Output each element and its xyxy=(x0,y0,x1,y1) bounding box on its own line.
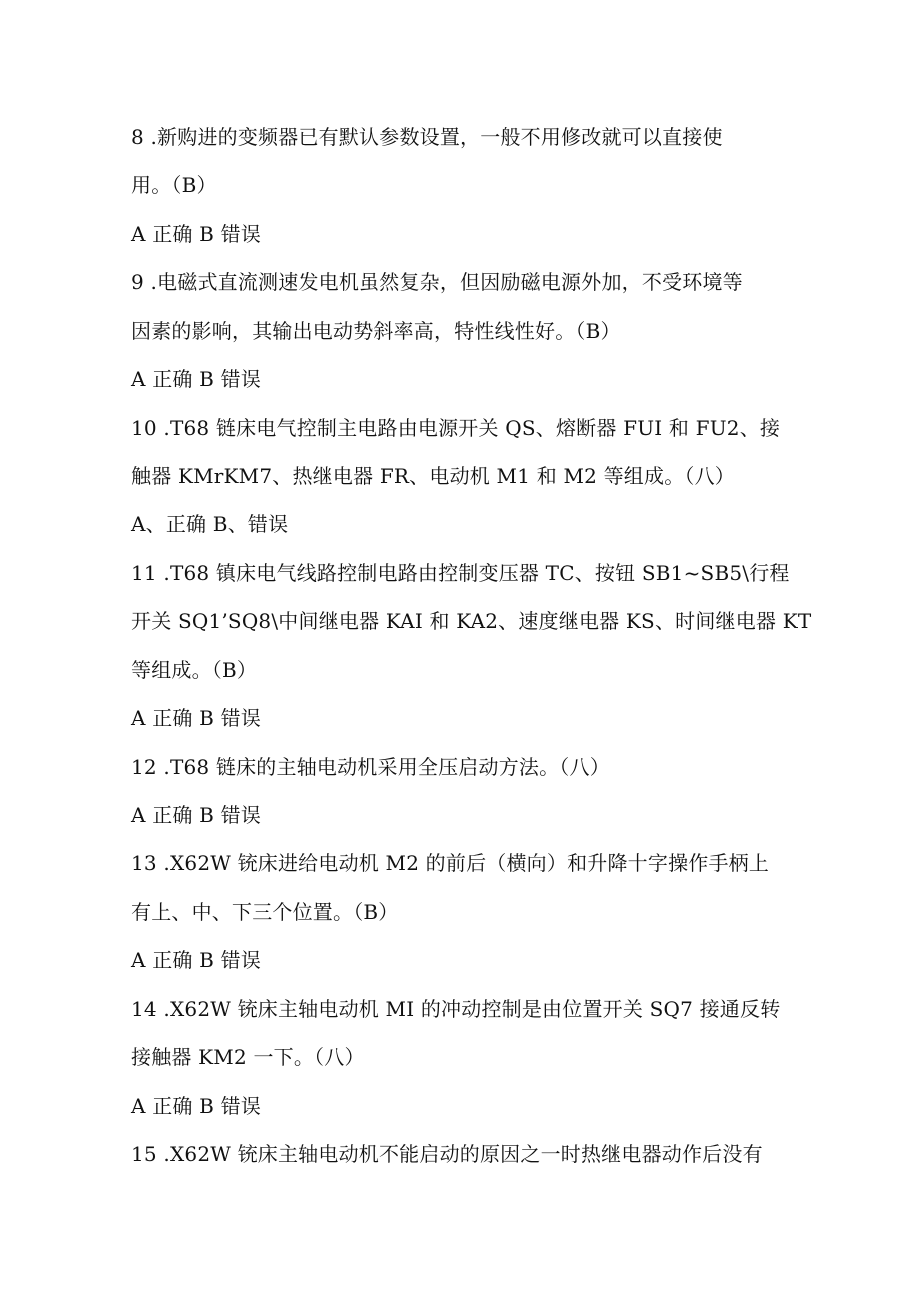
question-11-line-1: 11 .T68 镇床电气线路控制电路由控制变压器 TC、按钮 SB1~SB5\行程 xyxy=(131,561,790,585)
question-13-line-2: 有上、中、下三个位置。（B） xyxy=(131,900,399,924)
question-11-line-3: 等组成。（B） xyxy=(131,658,258,682)
question-11-line-2: 开关 SQ1’SQ8\中间继电器 KAI 和 KA2、速度继电器 KS、时间继电器 KT xyxy=(131,609,812,633)
question-14-line-1: 14 .X62W 铳床主轴电动机 MI 的冲动控制是由位置开关 SQ7 接通反转 xyxy=(131,997,781,1021)
question-10-line-1: 10 .T68 链床电气控制主电路由电源开关 QS、熔断器 FUI 和 FU2、接 xyxy=(131,416,781,440)
question-12-line-1: 12 .T68 链床的主轴电动机采用全压启动方法。（八） xyxy=(131,755,610,779)
question-13-line-1: 13 .X62W 铳床进给电动机 M2 的前后（横向）和升降十字操作手柄上 xyxy=(131,851,770,875)
question-14-line-2: 接触器 KM2 一下。（八） xyxy=(131,1045,365,1069)
question-12-options: A 正确 B 错误 xyxy=(131,803,262,827)
question-8-line-2: 用。（B） xyxy=(131,173,217,197)
question-9-line-2: 因素的影响，其输出电动势斜率高，特性线性好。（B） xyxy=(131,319,621,343)
question-15-line-1: 15 .X62W 铳床主轴电动机不能启动的原因之一时热继电器动作后没有 xyxy=(131,1142,763,1166)
question-10-options: A、正确 B、错误 xyxy=(131,512,289,536)
question-14-options: A 正确 B 错误 xyxy=(131,1094,262,1118)
question-8-line-1: 8 .新购进的变频器已有默认参数设置，一般不用修改就可以直接使 xyxy=(131,125,723,149)
question-10-line-2: 触器 KMrKM7、热继电器 FR、电动机 M1 和 M2 等组成。（八） xyxy=(131,464,736,488)
question-13-options: A 正确 B 错误 xyxy=(131,948,262,972)
question-11-options: A 正确 B 错误 xyxy=(131,706,262,730)
question-9-options: A 正确 B 错误 xyxy=(131,367,262,391)
question-9-line-1: 9 .电磁式直流测速发电机虽然复杂，但因励磁电源外加，不受环境等 xyxy=(131,270,743,294)
question-8-options: A 正确 B 错误 xyxy=(131,222,262,246)
